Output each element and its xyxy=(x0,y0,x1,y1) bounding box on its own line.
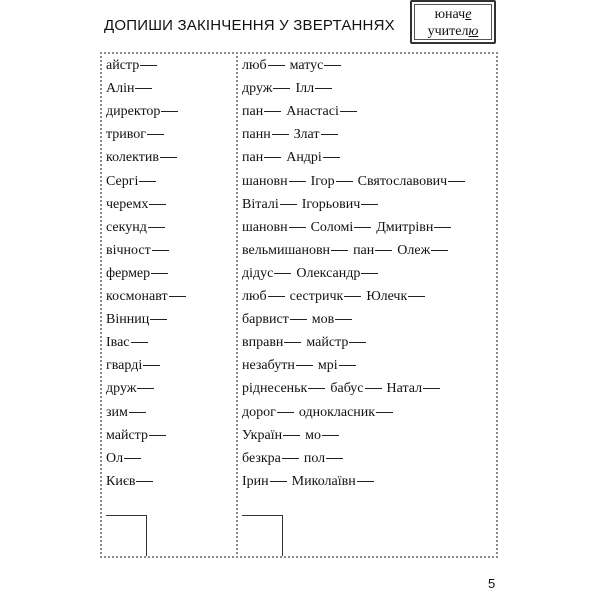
ending-blank[interactable] xyxy=(331,250,348,251)
page-number: 5 xyxy=(488,576,496,591)
word-with-blank xyxy=(106,102,178,122)
word-stem: Віталі xyxy=(242,196,279,212)
ending-blank[interactable] xyxy=(129,412,146,413)
word-stem: Ірин xyxy=(242,473,269,489)
ending-blank[interactable] xyxy=(315,88,332,89)
word-stem: шановн xyxy=(242,219,288,235)
ending-blank[interactable] xyxy=(321,134,338,135)
word-stem: Соломі xyxy=(310,219,354,235)
ending-blank[interactable] xyxy=(136,481,153,482)
exercise-row xyxy=(106,195,166,215)
column-divider xyxy=(236,52,238,558)
ending-blank[interactable] xyxy=(143,365,160,366)
exercise-row xyxy=(106,310,167,330)
ending-blank[interactable] xyxy=(423,388,440,389)
word-with-blank xyxy=(294,125,338,145)
exercise-row xyxy=(106,356,160,376)
exercise-row xyxy=(242,379,440,399)
word-stem: Ігорьович xyxy=(301,196,361,212)
word-with-blank xyxy=(242,264,291,284)
word-with-blank xyxy=(106,287,186,307)
ending-blank[interactable] xyxy=(296,365,313,366)
word-with-blank xyxy=(106,148,177,168)
word-stem: айстр xyxy=(106,58,140,73)
word-stem: матус xyxy=(289,58,324,73)
word-with-blank xyxy=(106,449,141,469)
ending-blank[interactable] xyxy=(161,111,178,112)
word-stem: дідус xyxy=(242,265,274,281)
word-stem: директор xyxy=(106,104,161,120)
word-with-blank xyxy=(242,56,285,76)
exercise-row xyxy=(242,449,343,469)
ending-blank[interactable] xyxy=(149,435,166,436)
word-stem: барвист xyxy=(242,312,289,328)
word-with-blank xyxy=(353,241,392,261)
word-stem: шановн xyxy=(242,173,288,189)
ending-blank[interactable] xyxy=(169,296,186,297)
word-with-blank xyxy=(304,449,343,469)
word-with-blank xyxy=(358,172,466,192)
example-ending: е xyxy=(465,7,472,22)
example-line-1 xyxy=(412,7,494,23)
word-with-blank xyxy=(106,56,157,76)
word-with-blank xyxy=(106,125,164,145)
word-stem: дорог xyxy=(242,404,276,420)
word-with-blank xyxy=(106,172,156,192)
exercise-row xyxy=(242,125,338,145)
ending-blank[interactable] xyxy=(336,181,353,182)
exercise-row xyxy=(242,264,378,284)
ending-blank[interactable] xyxy=(149,204,166,205)
ending-blank[interactable] xyxy=(160,157,177,158)
word-stem: пол xyxy=(303,450,326,466)
word-with-blank xyxy=(242,218,306,238)
word-stem: Ілл xyxy=(295,81,315,97)
ending-blank[interactable] xyxy=(349,342,366,343)
ending-blank[interactable] xyxy=(434,227,451,228)
exercise-row xyxy=(106,449,141,469)
ending-blank[interactable] xyxy=(135,88,152,89)
exercise-row xyxy=(106,102,178,122)
word-with-blank xyxy=(242,379,325,399)
exercise-row xyxy=(106,379,154,399)
ending-blank[interactable] xyxy=(324,65,341,66)
example-ending: ю xyxy=(468,24,479,39)
word-stem: космонавт xyxy=(106,289,168,304)
word-stem: Сергі xyxy=(106,173,139,189)
word-stem: безкра xyxy=(242,450,281,466)
exercise-row xyxy=(242,287,425,307)
word-stem: Анастасі xyxy=(286,104,339,120)
ending-blank[interactable] xyxy=(124,458,141,459)
exercise-row xyxy=(106,56,157,76)
word-with-blank xyxy=(242,102,281,122)
word-with-blank xyxy=(242,125,289,145)
exercise-row xyxy=(106,472,153,492)
page-title: ДОПИШИ ЗАКІНЧЕННЯ У ЗВЕРТАННЯХ xyxy=(104,17,395,34)
word-stem: Юлечк xyxy=(366,289,408,304)
word-with-blank xyxy=(242,195,297,215)
ending-blank[interactable] xyxy=(147,134,164,135)
word-stem: мов xyxy=(311,312,335,328)
exercise-row xyxy=(242,56,341,76)
word-with-blank xyxy=(242,333,301,353)
ending-blank[interactable] xyxy=(308,388,325,389)
exercise-row xyxy=(242,102,357,122)
word-with-blank xyxy=(295,79,332,99)
ending-blank[interactable] xyxy=(150,319,167,320)
word-stem: Олеж xyxy=(397,242,431,258)
word-stem: секунд xyxy=(106,219,147,235)
example-line-2 xyxy=(412,24,494,40)
word-with-blank xyxy=(292,472,374,492)
word-with-blank xyxy=(242,172,306,192)
word-with-blank xyxy=(242,472,287,492)
ending-blank[interactable] xyxy=(431,250,448,251)
ending-blank[interactable] xyxy=(131,342,148,343)
word-stem: колектив xyxy=(106,150,159,166)
ending-blank[interactable] xyxy=(277,412,294,413)
word-with-blank xyxy=(242,148,281,168)
word-with-blank xyxy=(106,426,166,446)
word-stem: мрі xyxy=(317,358,338,374)
ending-blank[interactable] xyxy=(268,65,285,66)
ending-blank[interactable] xyxy=(322,435,339,436)
exercise-row xyxy=(242,79,332,99)
word-with-blank xyxy=(305,426,339,446)
word-stem: вічност xyxy=(106,242,151,258)
word-with-blank xyxy=(387,379,441,399)
word-with-blank xyxy=(106,264,168,284)
word-stem: Злат xyxy=(293,127,320,143)
ending-blank[interactable] xyxy=(270,481,287,482)
ending-blank[interactable] xyxy=(282,458,299,459)
word-stem: майстр xyxy=(106,427,148,443)
ending-blank[interactable] xyxy=(137,388,154,389)
word-with-blank xyxy=(242,310,307,330)
ending-blank[interactable] xyxy=(290,319,307,320)
exercise-row xyxy=(242,148,340,168)
ending-blank[interactable] xyxy=(140,65,157,66)
exercise-row xyxy=(242,195,378,215)
word-with-blank xyxy=(296,264,378,284)
word-stem: Україн xyxy=(242,427,283,443)
word-with-blank xyxy=(330,379,381,399)
word-with-blank xyxy=(106,472,153,492)
ending-blank[interactable] xyxy=(264,111,281,112)
word-stem: пан xyxy=(353,242,375,258)
word-stem: Олександр xyxy=(296,265,361,281)
word-with-blank xyxy=(106,379,154,399)
ending-blank[interactable] xyxy=(339,365,356,366)
corner-bracket xyxy=(242,515,283,556)
word-with-blank xyxy=(242,426,300,446)
word-stem: Святославович xyxy=(357,173,448,189)
ending-blank[interactable] xyxy=(357,481,374,482)
word-stem: Алін xyxy=(106,81,135,97)
word-with-blank xyxy=(302,195,379,215)
word-with-blank xyxy=(242,403,294,423)
word-stem: пан xyxy=(242,104,264,120)
ending-blank[interactable] xyxy=(268,296,285,297)
word-with-blank xyxy=(106,310,167,330)
word-stem: люб xyxy=(242,58,267,73)
word-with-blank xyxy=(311,218,372,238)
ending-blank[interactable] xyxy=(280,204,297,205)
ending-blank[interactable] xyxy=(283,435,300,436)
ending-blank[interactable] xyxy=(289,227,306,228)
word-stem: Андрі xyxy=(286,150,322,166)
exercise-row xyxy=(106,264,168,284)
exercise-row xyxy=(242,218,451,238)
ending-blank[interactable] xyxy=(354,227,371,228)
word-with-blank xyxy=(242,241,348,261)
word-with-blank xyxy=(290,56,342,76)
exercise-row xyxy=(242,172,465,192)
word-with-blank xyxy=(286,148,340,168)
word-with-blank xyxy=(106,79,152,99)
word-with-blank xyxy=(106,218,165,238)
exercise-row xyxy=(242,333,366,353)
word-stem: черемх xyxy=(106,196,149,212)
ending-blank[interactable] xyxy=(361,273,378,274)
word-stem: вельмишановн xyxy=(242,242,331,258)
word-stem: вправн xyxy=(242,335,284,351)
ending-blank[interactable] xyxy=(326,458,343,459)
word-stem: люб xyxy=(242,289,267,304)
word-with-blank xyxy=(397,241,448,261)
example-stem: учител xyxy=(427,24,469,39)
word-stem: друж xyxy=(106,381,137,397)
word-with-blank xyxy=(318,356,356,376)
word-stem: пан xyxy=(242,150,264,166)
word-with-blank xyxy=(311,172,353,192)
word-with-blank xyxy=(306,333,366,353)
word-stem: друж xyxy=(242,81,273,97)
ending-blank[interactable] xyxy=(264,157,281,158)
corner-bracket xyxy=(106,515,147,556)
ending-blank[interactable] xyxy=(375,250,392,251)
word-stem: Вінниц xyxy=(106,312,150,328)
exercise-row xyxy=(242,241,448,261)
exercise-row xyxy=(106,426,166,446)
ending-blank[interactable] xyxy=(151,273,168,274)
word-stem: тривог xyxy=(106,127,147,143)
ending-blank[interactable] xyxy=(272,134,289,135)
ending-blank[interactable] xyxy=(152,250,169,251)
word-with-blank xyxy=(106,195,166,215)
ending-blank[interactable] xyxy=(323,157,340,158)
ending-blank[interactable] xyxy=(273,88,290,89)
exercise-row xyxy=(106,148,177,168)
ending-blank[interactable] xyxy=(448,181,465,182)
word-with-blank xyxy=(106,241,169,261)
ending-blank[interactable] xyxy=(340,111,357,112)
word-stem: ріднесеньк xyxy=(242,381,308,397)
word-stem: Ол xyxy=(106,450,124,466)
ending-blank[interactable] xyxy=(408,296,425,297)
exercise-row xyxy=(242,356,356,376)
word-with-blank xyxy=(312,310,352,330)
word-stem: Івас xyxy=(106,335,130,351)
exercise-row xyxy=(106,403,146,423)
word-stem: Миколаївн xyxy=(291,473,356,489)
word-stem: майстр xyxy=(306,335,349,351)
word-with-blank xyxy=(106,333,148,353)
ending-blank[interactable] xyxy=(139,181,156,182)
word-with-blank xyxy=(290,287,362,307)
exercise-row xyxy=(242,426,339,446)
ending-blank[interactable] xyxy=(289,181,306,182)
ending-blank[interactable] xyxy=(365,388,382,389)
word-with-blank xyxy=(242,79,290,99)
word-stem: незабутн xyxy=(242,358,295,374)
word-stem: гварді xyxy=(106,358,143,374)
ending-blank[interactable] xyxy=(274,273,291,274)
exercise-row xyxy=(242,310,352,330)
word-stem: мо xyxy=(305,427,321,443)
word-stem: Ігор xyxy=(310,173,335,189)
ending-blank[interactable] xyxy=(148,227,165,228)
exercise-row xyxy=(106,287,186,307)
word-stem: Натал xyxy=(386,381,423,397)
word-stem: однокласник xyxy=(298,404,376,420)
example-box xyxy=(410,0,496,44)
word-with-blank xyxy=(242,356,313,376)
ending-blank[interactable] xyxy=(344,296,361,297)
exercise-row xyxy=(242,403,393,423)
exercise-row xyxy=(242,472,374,492)
word-stem: панн xyxy=(242,127,271,143)
word-stem: зим xyxy=(106,404,128,420)
ending-blank[interactable] xyxy=(284,342,301,343)
word-with-blank xyxy=(242,287,285,307)
ending-blank[interactable] xyxy=(376,412,393,413)
example-stem: юнач xyxy=(434,7,466,22)
ending-blank[interactable] xyxy=(335,319,352,320)
exercise-row xyxy=(106,241,169,261)
exercise-row xyxy=(106,125,164,145)
exercise-row xyxy=(106,79,152,99)
exercise-row xyxy=(106,172,156,192)
word-with-blank xyxy=(286,102,357,122)
word-stem: фермер xyxy=(106,265,151,281)
word-with-blank xyxy=(376,218,451,238)
ending-blank[interactable] xyxy=(361,204,378,205)
word-stem: бабус xyxy=(330,381,364,397)
word-with-blank xyxy=(106,356,160,376)
exercise-row xyxy=(106,218,165,238)
exercise-row xyxy=(106,333,148,353)
word-with-blank xyxy=(242,449,299,469)
word-with-blank xyxy=(299,403,393,423)
word-with-blank xyxy=(366,287,425,307)
word-stem: Києв xyxy=(106,473,136,489)
word-stem: Дмитрівн xyxy=(376,219,434,235)
word-with-blank xyxy=(106,403,146,423)
word-stem: сестричк xyxy=(289,289,344,304)
